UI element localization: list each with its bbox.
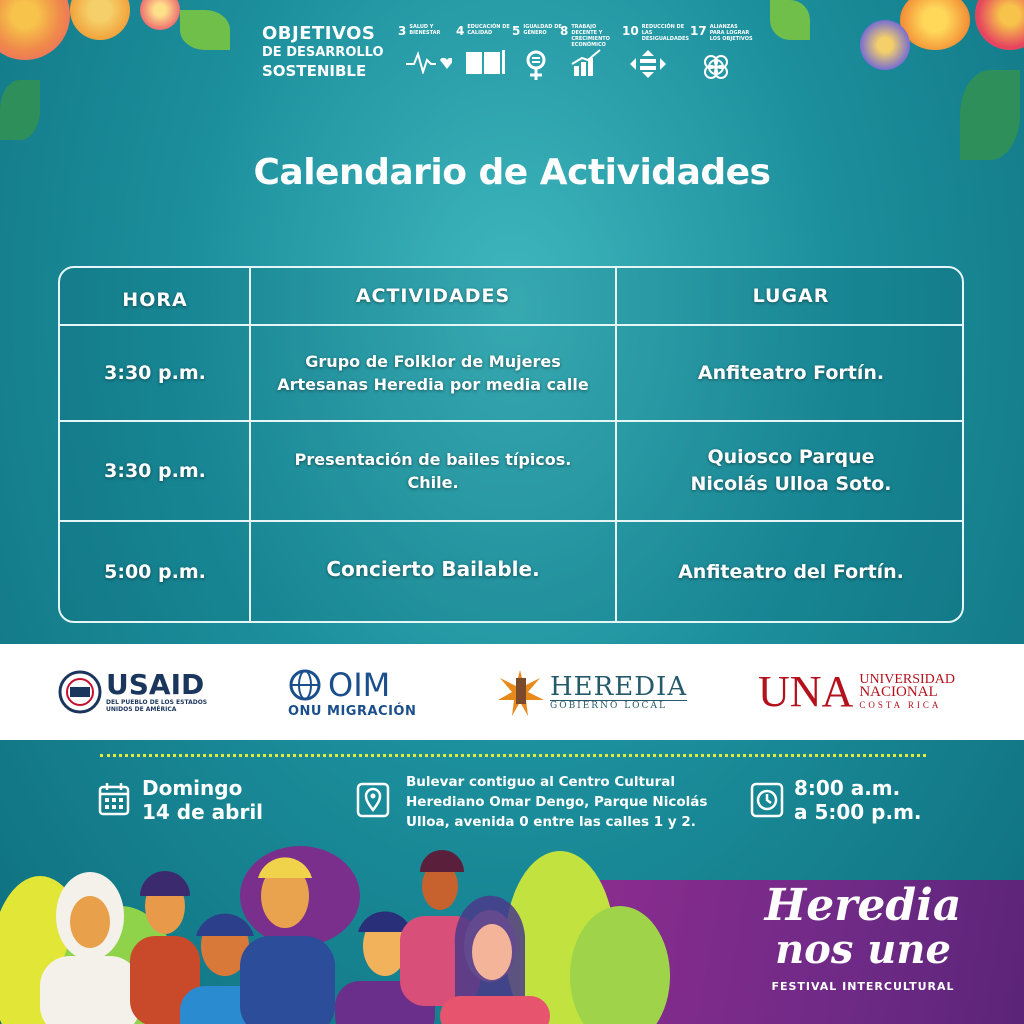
una-logo: [758, 644, 955, 740]
festival-logo: [738, 880, 988, 993]
event-time-line: 8:00 a.m.: [794, 776, 901, 800]
schedule-table: [58, 266, 964, 623]
gender-equality-icon: [518, 48, 558, 82]
sdg-title-line1: OBJETIVOS: [262, 23, 376, 44]
sdg-goal-8: $^8$ TRABAJO DECENTE Y CRECIMIENTO ECONÓMICO: [560, 24, 624, 48]
table-row-2-actividad: [250, 422, 616, 520]
calendar-icon: [98, 782, 130, 816]
sdg-goal-5: $^5$ IGUALDAD DE GÉNERO: [512, 24, 576, 43]
header-lugar: LUGAR: [752, 285, 830, 307]
heredia-name: HEREDIA: [550, 671, 688, 702]
event-time: [794, 776, 922, 824]
table-row-2-hora: 3:30 p.m.: [104, 460, 206, 482]
usaid-seal-icon: [58, 670, 102, 714]
event-place: [406, 772, 707, 832]
clock-icon: [750, 782, 784, 818]
usaid-name: USAID: [106, 668, 205, 701]
usaid-logo: [58, 644, 207, 740]
sdg-goal-3: $^3$ SALUD Y BIENESTAR: [398, 24, 462, 43]
event-time-line: a 5:00 p.m.: [794, 800, 922, 824]
event-date-line: Domingo: [142, 776, 243, 800]
activity-line: Presentación de bailes típicos.: [294, 450, 572, 469]
oim-sub: ONU MIGRACIÓN: [288, 703, 417, 719]
book-icon: [462, 48, 510, 78]
heredia-logo: [494, 644, 687, 740]
table-row-3-actividad: Concierto Bailable.: [326, 556, 540, 581]
festival-name-line1: Heredia: [764, 880, 962, 931]
usaid-sub-2: UNIDOS DE AMÉRICA: [106, 706, 177, 713]
header-hora: HORA: [122, 289, 188, 311]
header-actividades: ACTIVIDADES: [355, 285, 511, 307]
sdg-title-line2: DE DESARROLLO: [262, 45, 384, 60]
sponsors-band: [0, 644, 1024, 740]
sdg-goal-4: $^4$ EDUCACIÓN DE CALIDAD: [456, 24, 520, 43]
usaid-sub-1: DEL PUEBLO DE LOS ESTADOS: [106, 699, 208, 706]
table-row-3-lugar: Anfiteatro del Fortín.: [678, 560, 904, 583]
growth-chart-icon: [566, 48, 606, 78]
una-sub-2: NACIONAL: [859, 683, 938, 700]
sdg-title-line3: SOSTENIBLE: [262, 62, 367, 80]
event-place-line: Herediano Omar Dengo, Parque Nicolás: [406, 794, 708, 810]
people-illustration: [0, 836, 700, 1024]
place-line: Quiosco Parque: [707, 446, 875, 468]
table-row-2-lugar: [616, 422, 966, 520]
partnership-icon: [696, 50, 736, 84]
heredia-sub: GOBIERNO LOCAL: [550, 700, 687, 711]
una-name: UNA: [758, 667, 854, 716]
heartbeat-icon: [404, 48, 452, 74]
sdg-title: [262, 24, 384, 81]
sdg-goal-17: $^{17}$ ALIANZAS PARA LOGRAR LOS OBJETIVOS: [690, 24, 754, 43]
reduce-inequality-icon: [628, 48, 668, 80]
oim-logo: [288, 644, 416, 740]
table-row-3-hora: 5:00 p.m.: [104, 561, 206, 583]
festival-subtitle: FESTIVAL INTERCULTURAL: [771, 980, 955, 993]
festival-name-line2: nos une: [775, 926, 951, 973]
un-globe-icon: [288, 668, 322, 702]
dotted-divider: [100, 754, 926, 757]
event-date-line: 14 de abril: [142, 800, 264, 824]
location-pin-icon: [356, 782, 390, 818]
activity-line: Artesanas Heredia por media calle: [277, 375, 589, 394]
page-title: Calendario de Actividades: [253, 152, 771, 193]
oim-name: OIM: [328, 665, 391, 704]
heredia-sun-icon: [494, 666, 550, 718]
event-place-line: Ulloa, avenida 0 entre las calles 1 y 2.: [406, 814, 696, 830]
event-date: [142, 776, 263, 824]
activity-line: Chile.: [407, 473, 459, 492]
una-sub-1: UNIVERSIDAD: [859, 671, 955, 687]
place-line: Nicolás Ulloa Soto.: [690, 473, 892, 495]
table-row-1-actividad: [250, 326, 616, 420]
sdg-goal-10: $^{10}$ REDUCCIÓN DE LAS DESIGUALDADES: [622, 24, 686, 43]
activity-line: Grupo de Folklor de Mujeres: [305, 352, 561, 371]
una-sub-3: COSTA RICA: [859, 699, 942, 710]
table-row-1-hora: 3:30 p.m.: [104, 362, 206, 384]
table-row-1-lugar: Anfiteatro Fortín.: [697, 361, 885, 384]
event-place-line: Bulevar contiguo al Centro Cultural: [406, 774, 675, 790]
